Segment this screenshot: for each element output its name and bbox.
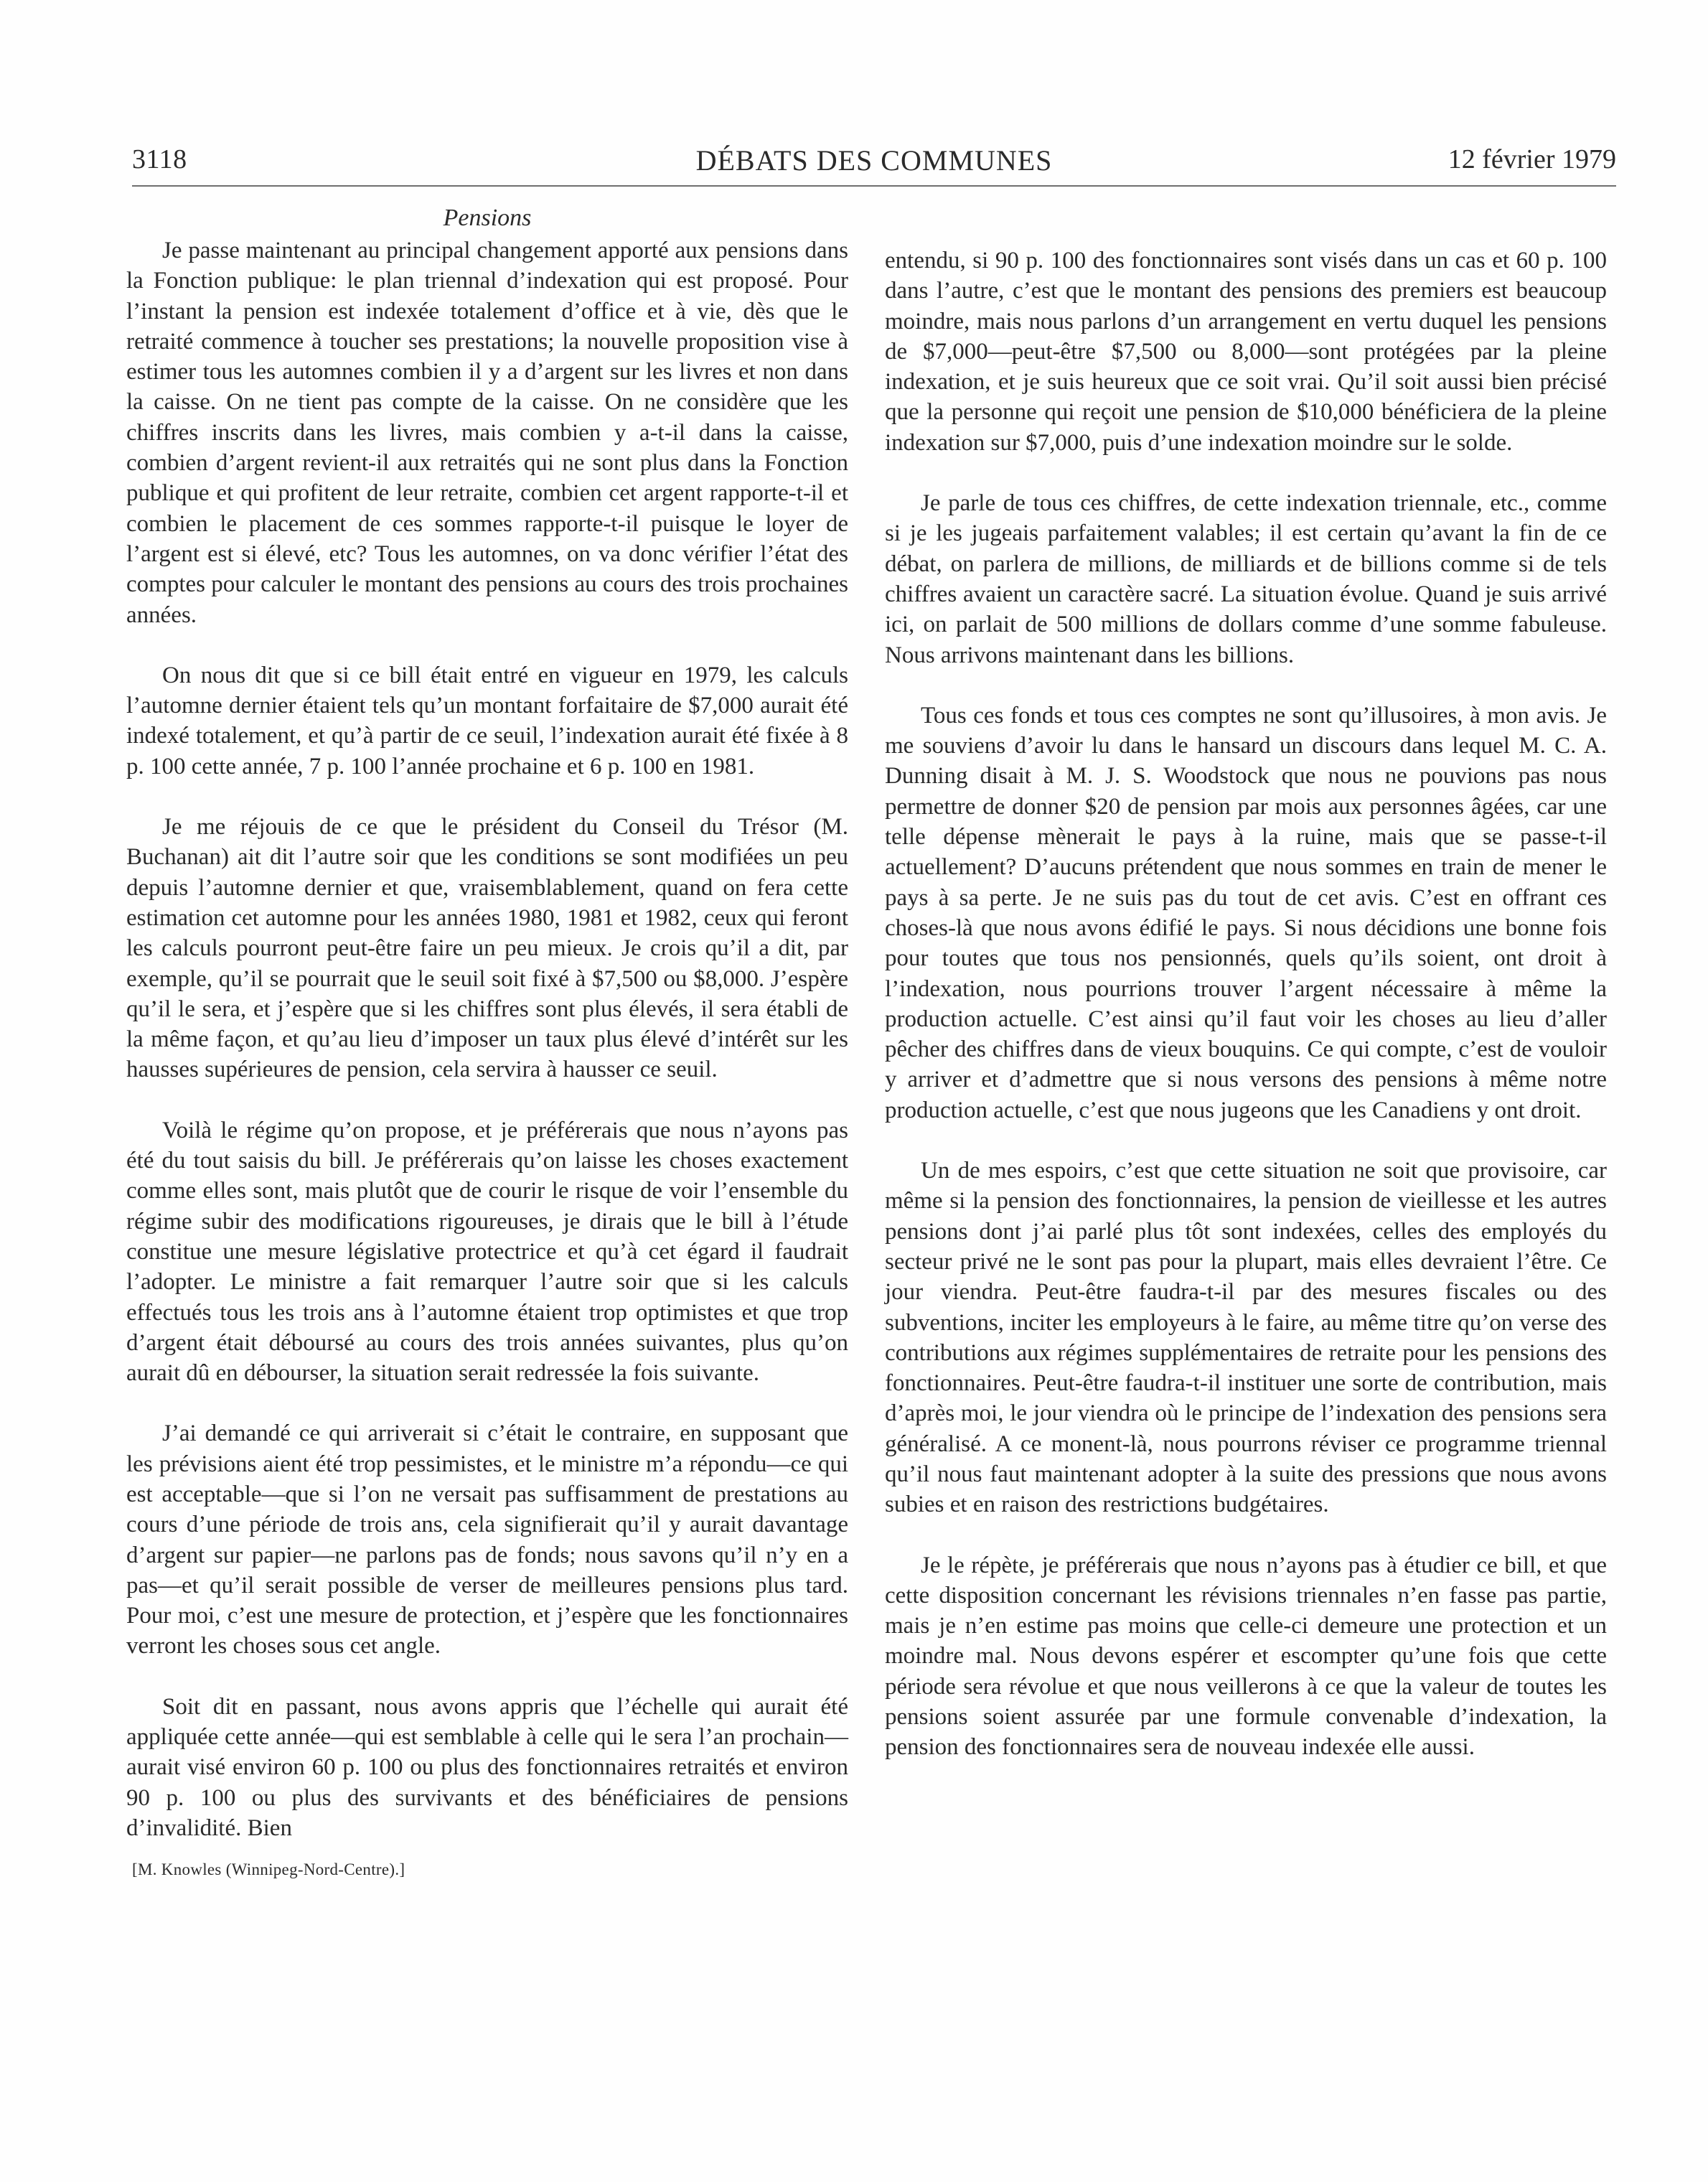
paragraph: Tous ces fonds et tous ces comptes ne sont qu’illusoires, à mon avis. Je me souviens d’avoir lu dans le hansard un discours dans lequel M. C. A. Dunning disait à M. J. S. Woodstock que nous ne pouvions pas nous permettre de donner $20 de pension par mois aux personnes âgées, car une telle dépense mènerait le pays à la ruine, mais que se passe-t-il actuellement? D’aucuns prétendent que nous sommes en train de mener le pays à sa perte. Je ne suis pas du tout de cet avis. C’est en offrant ces choses-là que nous avons édifié le pays. Si nous décidions une bonne fois pour toutes que tous nos pensionnés, quels qu’ils soient, ont droit à l’indexation, nous pourrions trouver l’argent nécessaire à même la production actuelle. C’est ainsi qu’il faut voir les choses au lieu d’aller pêcher des chiffres dans de vieux bouquins. Ce qui compte, c’est de vouloir y arriver et d’admettre que si nous versons des pensions à même notre production actuelle, c’est que nous jugeons que les Canadiens y ont droit. bbox=[885, 702, 1607, 1123]
paragraph: Je me réjouis de ce que le président du Conseil du Trésor (M. Buchanan) ait dit l’autre soir que les conditions se sont modifiées un peu depuis l’automne dernier et que, vraisemblablement, quand on fera cette estimation cet automne pour les années 1980, 1981 et 1982, ceux qui feront les calculs pourront peut-être faire un peu mieux. Je crois qu’il a dit, par exemple, qu’il se pourrait que le seuil soit fixé à $7,500 ou $8,000. J’espère qu’il le sera, et j’espère que si les chiffres sont plus élevés, il sera établi de la même façon, et qu’au lieu d’imposer un taux plus élevé d’intérêt sur les hausses supérieures de pension, cela servira à hausser ce seuil. bbox=[126, 814, 848, 1083]
page-header bbox=[132, 144, 1616, 187]
right-column bbox=[885, 245, 1607, 1793]
paragraph: J’ai demandé ce qui arriverait si c’était le contraire, en supposant que les prévisions aient été trop pessimistes, et le ministre m’a répondu—ce qui est acceptable—que si l’on ne versait pas suffisamment de prestations au cours d’une période de trois ans, cela signifierait qu’il y aurait davantage d’argent sur papier—ne parlons pas de fonds; nous savons qu’il n’y en a pas—et qu’il serait possible de verser de meilleures pensions plus tard. Pour moi, c’est une mesure de protection, et j’espère que les fonctionnaires verront les choses sous cet angle. bbox=[126, 1420, 848, 1659]
paragraph: Je le répète, je préférerais que nous n’ayons pas à étudier ce bill, et que cette disposition concernant les révisions triennales n’en fasse pas partie, mais je n’en estime pas moins que celle-ci demeure une protection et un moindre mal. Nous devons espérer et escompter qu’une fois que cette période sera révolue et que nous veillerons à ce que la valeur de toutes les pensions soient assurée par une formule convenable d’indexation, la pension des fonctionnaires sera de nouveau indexée elle aussi. bbox=[885, 1552, 1607, 1761]
left-column bbox=[126, 204, 848, 1881]
page-date: 12 février 1979 bbox=[1447, 144, 1616, 174]
speaker-attribution: [M. Knowles (Winnipeg-Nord-Centre).] bbox=[132, 1860, 405, 1879]
paragraph: On nous dit que si ce bill était entré en vigueur en 1979, les calculs l’automne dernier étaient tels qu’un montant forfaitaire de $7,000 aurait été indexé totalement, et qu’à partir de ce seuil, l’indexation aurait été fixée à 8 p. 100 cette année, 7 p. 100 l’année prochaine et 6 p. 100 en 1981. bbox=[126, 662, 848, 779]
paragraph: Soit dit en passant, nous avons appris que l’échelle qui aurait été appliquée cette année—qui est semblable à celle qui le sera l’an prochain—aurait visé environ 60 p. 100 ou plus des fonctionnaires retraités et environ 90 p. 100 ou plus des survivants et des bénéficiaires de pensions d’invalidité. Bien bbox=[126, 1693, 848, 1841]
paragraph: Je passe maintenant au principal changement apporté aux pensions dans la Fonction publique: le plan triennal d’indexation qui est proposé. Pour l’instant la pension est indexée totalement d’office et à vie, dès que le retraité commence à toucher ses prestations; la nouvelle proposition vise à estimer tous les automnes combien il y a d’argent sur les livres et non dans la caisse. On ne tient pas compte de la caisse. On ne considère que les chiffres inscrits dans les livres, mais combien y a-t-il dans la caisse, combien d’argent revient-il aux retraités qui ne sont plus dans la Fonction publique et qui profitent de leur retraite, combien cet argent rapporte-t-il et combien le placement de ces sommes rapporte-t-il puisque le loyer de l’argent est si élevé, etc? Tous les automnes, on va donc vérifier l’état des comptes pour calculer le montant des pensions au cours des trois prochaines années. bbox=[126, 238, 848, 628]
paragraph: Je parle de tous ces chiffres, de cette indexation triennale, etc., comme si je les jugeais parfaitement valables; il est certain qu’avant la fin de ce débat, on parlera de millions, de milliards et de billions comme si de tels chiffres avaient un caractère sacré. La situation évolue. Quand je suis arrivé ici, on parlait de 500 millions de dollars comme d’une somme fabuleuse. Nous arrivons maintenant dans les billions. bbox=[885, 490, 1607, 668]
paragraph-continued: entendu, si 90 p. 100 des fonctionnaires sont visés dans un cas et 60 p. 100 dans l’autre, c’est que le montant des pensions des premiers est beaucoup moindre, mais nous parlons d’un arrangement en vertu duquel les pensions de $7,000—peut-être $7,500 ou 8,000—sont protégées par la pleine indexation, et je suis heureux que ce soit vrai. Qu’il soit aussi bien précisé que la personne qui reçoit une pension de $10,000 bénéficiera de la pleine indexation sur $7,000, puis d’une indexation moindre sur le solde. bbox=[885, 248, 1607, 456]
header-rule bbox=[132, 185, 1616, 187]
section-title: Pensions bbox=[443, 205, 532, 231]
journal-title: DÉBATS DES COMMUNES bbox=[695, 144, 1053, 177]
paragraph: Un de mes espoirs, c’est que cette situation ne soit que provisoire, car même si la pension des fonctionnaires, la pension de vieillesse et les autres pensions dont j’ai parlé plus tôt sont indexées, celles des employés du secteur privé ne le sont pas pour la plupart, mais elles devraient l’être. Ce jour viendra. Peut-être faudra-t-il par des mesures fiscales ou des subventions, inciter les employeurs à le faire, au même titre qu’on verse des contributions aux régimes supplémentaires de retraite pour les pensions des fonctionnaires. Peut-être faudra-t-il instituer une sorte de contribution, mais d’après moi, le jour viendra où le principe de l’indexation des pensions sera généralisé. A ce monent-là, nous pourrons réviser ce programme triennal qu’il nous faut maintenant adopter à la suite des pressions que nous avons subies et en raison des restrictions budgétaires. bbox=[885, 1158, 1607, 1518]
page-number: 3118 bbox=[132, 144, 187, 174]
paragraph: Voilà le régime qu’on propose, et je préférerais que nous n’ayons pas été du tout saisis du bill. Je préférerais qu’on laisse les choses exactement comme elles sont, mais plutôt que de courir le risque de voir l’ensemble du régime subir des modifications rigoureuses, je dirais que le bill à l’étude constitue une mesure législative protectrice et qu’à cet égard il faudrait l’adopter. Le ministre a fait remarquer l’autre soir que si les calculs effectués tous les trois ans à l’automne étaient trop optimistes et que trop d’argent était déboursé au cours des trois années suivantes, plus qu’on aurait dû en débourser, la situation serait redressée la fois suivante. bbox=[126, 1117, 848, 1387]
